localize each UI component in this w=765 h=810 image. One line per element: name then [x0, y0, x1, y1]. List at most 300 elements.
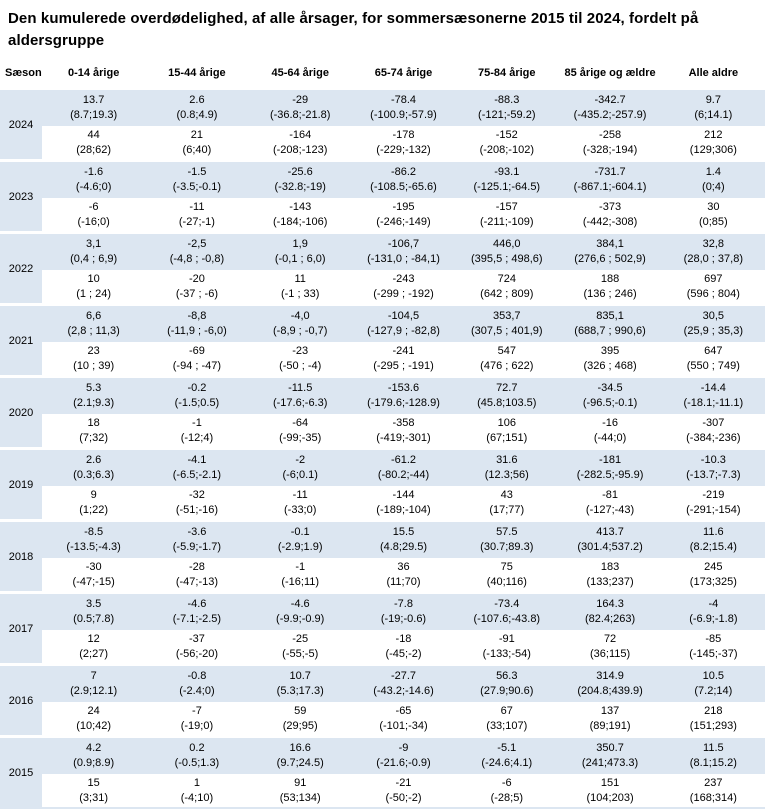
- cell-value: -104,5: [387, 310, 420, 322]
- cell-value: 15.5: [392, 526, 415, 538]
- cell-confidence-interval: (8.7;19.3): [70, 109, 118, 121]
- cell-confidence-interval: (27.9;90.6): [480, 685, 534, 697]
- cell-value: 32,8: [702, 238, 725, 250]
- cell-value: 44: [87, 128, 100, 141]
- cell-confidence-interval: (-127;-43): [585, 503, 635, 516]
- year-label: 2020: [0, 378, 42, 447]
- cell-confidence-interval: (-80.2;-44): [377, 469, 430, 481]
- cell-value: 30: [707, 200, 720, 213]
- year-label: 2022: [0, 234, 42, 303]
- column-header: 0-14 årige: [67, 66, 120, 79]
- mortality-table: [0, 56, 765, 809]
- value-cell: [558, 630, 661, 663]
- value-cell: [145, 342, 248, 375]
- value-cell: [662, 234, 765, 270]
- cell-value: 137: [600, 704, 620, 717]
- cell-confidence-interval: (28;62): [76, 143, 112, 156]
- value-cell: [249, 90, 352, 126]
- table-title: Den kumulerede overdødelighed, af alle årsager, for sommersæsonerne 2015 til 2024, fordelt på aldersgruppe: [8, 10, 699, 49]
- cell-confidence-interval: (-50;-2): [385, 791, 422, 804]
- value-cell: [662, 342, 765, 375]
- cell-value: -37: [188, 632, 205, 645]
- value-cell: [42, 630, 145, 663]
- cell-confidence-interval: (-33;0): [284, 503, 317, 516]
- cell-value: 24: [87, 704, 100, 717]
- year-band-2019: [0, 450, 765, 519]
- cell-value: -25.6: [287, 166, 313, 178]
- value-cell: [249, 774, 352, 807]
- value-cell: [662, 666, 765, 702]
- cell-value: -1.5: [187, 166, 207, 178]
- value-cell: [662, 90, 765, 126]
- value-cell: [42, 198, 145, 231]
- cell-value: -28: [188, 560, 205, 573]
- value-cell: [455, 126, 558, 159]
- cell-confidence-interval: (-3.5;-0.1): [172, 181, 222, 193]
- value-cell: [42, 342, 145, 375]
- value-cell: [42, 702, 145, 735]
- value-cell: [42, 414, 145, 447]
- cell-value: 2.6: [85, 454, 102, 466]
- value-cell: [455, 666, 558, 702]
- value-cell: [352, 738, 455, 774]
- cell-confidence-interval: (40;116): [486, 575, 527, 588]
- cell-value: -5.1: [497, 742, 517, 754]
- value-cell: [558, 342, 661, 375]
- cell-confidence-interval: (-0,1 ; 6,0): [274, 253, 326, 265]
- value-cell: [662, 126, 765, 159]
- value-cell: [558, 90, 661, 126]
- cell-value: -8,8: [187, 310, 207, 322]
- cell-value: -10.3: [700, 454, 726, 466]
- column-header: Alle aldre: [688, 66, 739, 79]
- cell-value: -0.1: [290, 526, 310, 538]
- cell-confidence-interval: (-4,8 ; -0,8): [169, 253, 225, 265]
- cell-confidence-interval: (2,8 ; 11,3): [67, 325, 120, 337]
- value-cell: [145, 306, 248, 342]
- value-cell: [42, 666, 145, 702]
- year-label: 2015: [0, 738, 42, 807]
- cell-value: 835,1: [596, 310, 624, 322]
- cell-confidence-interval: (301.4;537.2): [577, 541, 643, 553]
- cell-confidence-interval: (-13.7;-7.3): [686, 469, 741, 481]
- value-cell: [352, 774, 455, 807]
- cell-confidence-interval: (-100.9;-57.9): [370, 109, 437, 121]
- cell-confidence-interval: (-37 ; -6): [175, 287, 219, 300]
- cell-value: 72.7: [496, 382, 518, 394]
- cell-value: -219: [702, 488, 725, 501]
- cell-confidence-interval: (-28;5): [490, 791, 523, 804]
- value-cell: [352, 342, 455, 375]
- cell-value: -65: [395, 704, 412, 717]
- cell-confidence-interval: (28,0 ; 37,8): [683, 253, 743, 265]
- cell-value: 10.7: [289, 670, 311, 682]
- cell-value: 218: [704, 704, 723, 717]
- year-band-2020: [0, 378, 765, 447]
- cell-value: 6,6: [85, 310, 102, 322]
- cell-value: -164: [289, 128, 312, 141]
- cell-confidence-interval: (-246;-149): [376, 215, 431, 228]
- cell-confidence-interval: (-1 ; 33): [280, 287, 320, 300]
- value-cell: [455, 162, 558, 198]
- cell-confidence-interval: (45.8;103.5): [477, 397, 537, 409]
- cell-confidence-interval: (1;22): [79, 503, 109, 516]
- value-cell: [558, 486, 661, 519]
- column-header: 15-44 årige: [168, 66, 226, 79]
- value-cell: [249, 198, 352, 231]
- cell-confidence-interval: (-299 ; -192): [373, 287, 434, 300]
- value-cell: [352, 126, 455, 159]
- cell-confidence-interval: (204.8;439.9): [577, 685, 643, 697]
- cell-confidence-interval: (-101;-34): [379, 719, 428, 732]
- value-cell: [455, 378, 558, 414]
- value-cell: [455, 774, 558, 807]
- cell-value: -7.8: [394, 598, 413, 610]
- cell-confidence-interval: (-9.9;-0.9): [276, 613, 325, 625]
- cell-value: -157: [495, 200, 518, 213]
- value-cell: [662, 774, 765, 807]
- value-cell: [455, 738, 558, 774]
- value-cell: [249, 486, 352, 519]
- cell-value: -144: [392, 488, 415, 501]
- cell-confidence-interval: (2.9;12.1): [70, 685, 118, 697]
- cell-confidence-interval: (-121;-59.2): [478, 109, 536, 121]
- cell-confidence-interval: (276,6 ; 502,9): [574, 253, 646, 265]
- year-label: 2017: [0, 594, 42, 663]
- cell-confidence-interval: (104;203): [586, 791, 634, 804]
- cell-confidence-interval: (-435.2;-257.9): [573, 109, 647, 121]
- cell-confidence-interval: (-179.6;-128.9): [367, 397, 440, 409]
- cell-value: -258: [599, 128, 622, 141]
- cell-value: 724: [497, 272, 516, 285]
- cell-value: 413.7: [596, 526, 624, 538]
- year-label: 2018: [0, 522, 42, 591]
- cell-value: 188: [600, 272, 620, 285]
- cell-value: 11.5: [703, 742, 724, 754]
- value-cell: [662, 306, 765, 342]
- cell-confidence-interval: (-1.5;0.5): [174, 397, 220, 409]
- value-cell: [558, 306, 661, 342]
- cell-confidence-interval: (-17.6;-6.3): [272, 397, 328, 409]
- value-cell: [558, 522, 661, 558]
- cell-value: 7: [90, 670, 97, 682]
- value-cell: [249, 126, 352, 159]
- cell-confidence-interval: (12.3;56): [484, 469, 529, 481]
- cell-value: 13.7: [82, 94, 105, 106]
- cell-confidence-interval: (-21.6;-0.9): [376, 757, 431, 769]
- value-cell: [662, 486, 765, 519]
- cell-confidence-interval: (8.1;15.2): [689, 757, 737, 769]
- year-band-2022: [0, 234, 765, 303]
- cell-value: -307: [702, 416, 725, 429]
- cell-value: 43: [500, 488, 513, 501]
- cell-confidence-interval: (82.4;263): [584, 613, 636, 625]
- cell-value: -731.7: [594, 166, 626, 178]
- value-cell: [249, 594, 352, 630]
- value-cell: [662, 702, 765, 735]
- column-header: 75-84 årige: [478, 66, 536, 79]
- cell-confidence-interval: (-208;-123): [272, 143, 328, 156]
- cell-value: 106: [497, 416, 516, 429]
- cell-confidence-interval: (-295 ; -191): [373, 359, 434, 372]
- value-cell: [42, 234, 145, 270]
- cell-value: -358: [392, 416, 415, 429]
- cell-value: -6: [501, 776, 512, 789]
- value-cell: [42, 162, 145, 198]
- cell-confidence-interval: (-131,0 ; -84,1): [367, 253, 440, 265]
- value-cell: [662, 270, 765, 303]
- cell-confidence-interval: (-13.5;-4.3): [66, 541, 121, 553]
- cell-confidence-interval: (0.8;4.9): [176, 109, 218, 121]
- value-cell: [352, 594, 455, 630]
- cell-confidence-interval: (-291;-154): [686, 503, 741, 516]
- cell-value: -1: [192, 416, 202, 429]
- cell-value: -152: [495, 128, 518, 141]
- value-cell: [352, 378, 455, 414]
- value-cell: [455, 414, 558, 447]
- cell-value: -88.3: [494, 94, 520, 106]
- value-cell: [662, 630, 765, 663]
- value-cell: [249, 558, 352, 591]
- cell-value: 164.3: [596, 598, 624, 610]
- cell-value: 1.4: [705, 166, 721, 178]
- cell-confidence-interval: (-55;-5): [282, 647, 319, 660]
- cell-confidence-interval: (-229;-132): [376, 143, 431, 156]
- cell-value: -16: [602, 416, 619, 429]
- cell-value: -241: [392, 344, 415, 357]
- table-body: [0, 90, 765, 807]
- year-band-2024: [0, 90, 765, 159]
- value-cell: [249, 234, 352, 270]
- cell-confidence-interval: (-145;-37): [689, 647, 738, 660]
- cell-confidence-interval: (-27;-1): [178, 215, 215, 228]
- cell-value: -21: [395, 776, 412, 789]
- cell-value: 237: [704, 776, 723, 789]
- value-cell: [145, 414, 248, 447]
- cell-value: -86.2: [390, 166, 417, 178]
- cell-confidence-interval: (307,5 ; 401,9): [471, 325, 543, 337]
- cell-confidence-interval: (5.3;17.3): [276, 685, 324, 697]
- cell-confidence-interval: (53;134): [279, 791, 321, 804]
- cell-value: 3,1: [85, 238, 102, 250]
- cell-value: -3.6: [187, 526, 207, 538]
- cell-value: 12: [87, 632, 100, 645]
- cell-confidence-interval: (-50 ; -4): [279, 359, 322, 372]
- cell-value: 245: [704, 560, 723, 573]
- cell-value: 56.3: [496, 670, 518, 682]
- value-cell: [249, 306, 352, 342]
- value-cell: [558, 414, 661, 447]
- value-cell: [352, 558, 455, 591]
- value-cell: [352, 162, 455, 198]
- cell-confidence-interval: (-11,9 ; -6,0): [167, 325, 227, 337]
- value-cell: [352, 666, 455, 702]
- cell-value: 547: [497, 344, 516, 357]
- cell-value: 151: [600, 776, 620, 789]
- cell-value: 350.7: [596, 742, 624, 754]
- cell-value: -143: [289, 200, 312, 213]
- value-cell: [249, 342, 352, 375]
- value-cell: [145, 198, 248, 231]
- cell-confidence-interval: (10;42): [76, 719, 112, 732]
- value-cell: [455, 558, 558, 591]
- cell-value: -11.5: [288, 382, 313, 394]
- column-header-season: Sæson: [5, 66, 42, 79]
- cell-confidence-interval: (-328;-194): [582, 143, 638, 156]
- value-cell: [249, 414, 352, 447]
- value-cell: [558, 234, 661, 270]
- value-cell: [455, 270, 558, 303]
- cell-confidence-interval: (173;325): [689, 575, 737, 588]
- value-cell: [145, 738, 248, 774]
- cell-confidence-interval: (-184;-106): [272, 215, 328, 228]
- cell-confidence-interval: (-16;0): [77, 215, 110, 228]
- cell-confidence-interval: (476 ; 622): [480, 359, 534, 372]
- cell-value: -29: [292, 94, 309, 106]
- value-cell: [662, 450, 765, 486]
- cell-confidence-interval: (-36.8;-21.8): [269, 109, 331, 121]
- cell-confidence-interval: (4.8;29.5): [379, 541, 428, 553]
- cell-confidence-interval: (-56;-20): [175, 647, 219, 660]
- value-cell: [249, 522, 352, 558]
- value-cell: [455, 702, 558, 735]
- cell-confidence-interval: (-19;-0.6): [380, 613, 427, 625]
- cell-value: -1: [295, 560, 306, 573]
- cell-confidence-interval: (-442;-308): [582, 215, 638, 228]
- cell-confidence-interval: (0;85): [698, 215, 728, 228]
- year-band-2015: [0, 738, 765, 807]
- cell-confidence-interval: (-19;0): [180, 719, 214, 732]
- year-band-2021: [0, 306, 765, 375]
- cell-confidence-interval: (0.9;8.9): [73, 757, 115, 769]
- cell-confidence-interval: (-43.2;-14.6): [373, 685, 434, 697]
- cell-value: 647: [704, 344, 723, 357]
- value-cell: [662, 522, 765, 558]
- year-label: 2023: [0, 162, 42, 231]
- cell-confidence-interval: (3;31): [79, 791, 109, 804]
- value-cell: [352, 234, 455, 270]
- year-label: 2019: [0, 450, 42, 519]
- value-cell: [455, 90, 558, 126]
- cell-confidence-interval: (11;70): [386, 575, 421, 588]
- value-cell: [249, 630, 352, 663]
- cell-value: 30,5: [702, 310, 725, 322]
- value-cell: [145, 702, 248, 735]
- cell-value: 0.2: [189, 742, 205, 754]
- cell-value: -34.5: [597, 382, 623, 394]
- cell-confidence-interval: (-5.9;-1.7): [172, 541, 222, 553]
- cell-confidence-interval: (395,5 ; 498,6): [471, 253, 543, 265]
- cell-confidence-interval: (8.2;15.4): [689, 541, 737, 553]
- cell-confidence-interval: (-127,9 ; -82,8): [367, 325, 440, 337]
- cell-confidence-interval: (136 ; 246): [583, 287, 637, 300]
- value-cell: [662, 414, 765, 447]
- cell-confidence-interval: (29;95): [282, 719, 318, 732]
- year-band-2018: [0, 522, 765, 591]
- cell-confidence-interval: (-47;-13): [175, 575, 219, 588]
- cell-value: 353,7: [493, 310, 521, 322]
- value-cell: [145, 774, 248, 807]
- cell-confidence-interval: (-2.4;0): [179, 685, 215, 697]
- value-cell: [145, 162, 248, 198]
- column-header: 85 årige og ældre: [564, 66, 656, 79]
- cell-confidence-interval: (30.7;89.3): [480, 541, 534, 553]
- cell-confidence-interval: (0,4 ; 6,9): [70, 253, 118, 265]
- cell-confidence-interval: (2.1;9.3): [73, 397, 115, 409]
- cell-confidence-interval: (1 ; 24): [76, 287, 112, 300]
- cell-value: -181: [599, 454, 622, 466]
- year-band-2016: [0, 666, 765, 735]
- value-cell: [352, 450, 455, 486]
- cell-confidence-interval: (-282.5;-95.9): [576, 469, 644, 481]
- value-cell: [145, 450, 248, 486]
- cell-value: 75: [500, 560, 513, 573]
- cell-value: -342.7: [594, 94, 626, 106]
- value-cell: [145, 378, 248, 414]
- cell-value: -1.6: [84, 166, 104, 178]
- cell-confidence-interval: (-211;-109): [479, 215, 534, 228]
- value-cell: [558, 126, 661, 159]
- cell-value: -20: [188, 272, 205, 285]
- value-cell: [455, 522, 558, 558]
- cell-value: -61.2: [390, 454, 417, 466]
- cell-value: 3.5: [85, 598, 102, 610]
- cell-value: -78.4: [390, 94, 417, 106]
- cell-value: 91: [294, 776, 307, 789]
- value-cell: [352, 414, 455, 447]
- value-cell: [249, 450, 352, 486]
- value-cell: [352, 522, 455, 558]
- cell-value: 31.6: [496, 454, 518, 466]
- cell-confidence-interval: (642 ; 809): [480, 287, 534, 300]
- cell-confidence-interval: (-99;-35): [279, 431, 322, 444]
- column-header: 45-64 årige: [271, 66, 329, 79]
- cell-confidence-interval: (-18.1;-11.1): [683, 397, 744, 409]
- cell-value: -4,0: [290, 310, 310, 322]
- year-label: 2016: [0, 666, 42, 735]
- value-cell: [249, 378, 352, 414]
- cell-value: -27.7: [390, 670, 417, 682]
- cell-confidence-interval: (17;77): [489, 503, 525, 516]
- cell-value: 10.5: [702, 670, 725, 682]
- cell-value: -4.6: [187, 598, 207, 610]
- cell-value: -195: [392, 200, 415, 213]
- value-cell: [558, 702, 661, 735]
- cell-value: 11: [294, 272, 306, 285]
- cell-value: 212: [704, 128, 723, 141]
- cell-confidence-interval: (688,7 ; 990,6): [574, 325, 646, 337]
- cell-confidence-interval: (-125.1;-64.5): [473, 181, 541, 193]
- cell-confidence-interval: (-45;-2): [385, 647, 422, 660]
- cell-value: -64: [292, 416, 309, 429]
- value-cell: [145, 270, 248, 303]
- cell-value: -93.1: [494, 166, 520, 178]
- cell-value: -14.4: [700, 382, 726, 394]
- cell-confidence-interval: (89;191): [589, 719, 631, 732]
- cell-confidence-interval: (168;314): [689, 791, 737, 804]
- value-cell: [455, 486, 558, 519]
- value-cell: [352, 198, 455, 231]
- cell-value: -2: [295, 454, 306, 466]
- cell-confidence-interval: (-47;-15): [72, 575, 115, 588]
- value-cell: [352, 702, 455, 735]
- cell-confidence-interval: (-189;-104): [376, 503, 431, 516]
- cell-value: 67: [500, 704, 513, 717]
- value-cell: [42, 126, 145, 159]
- value-cell: [145, 90, 248, 126]
- cell-value: 11.6: [703, 526, 724, 538]
- cell-value: -11: [189, 200, 205, 213]
